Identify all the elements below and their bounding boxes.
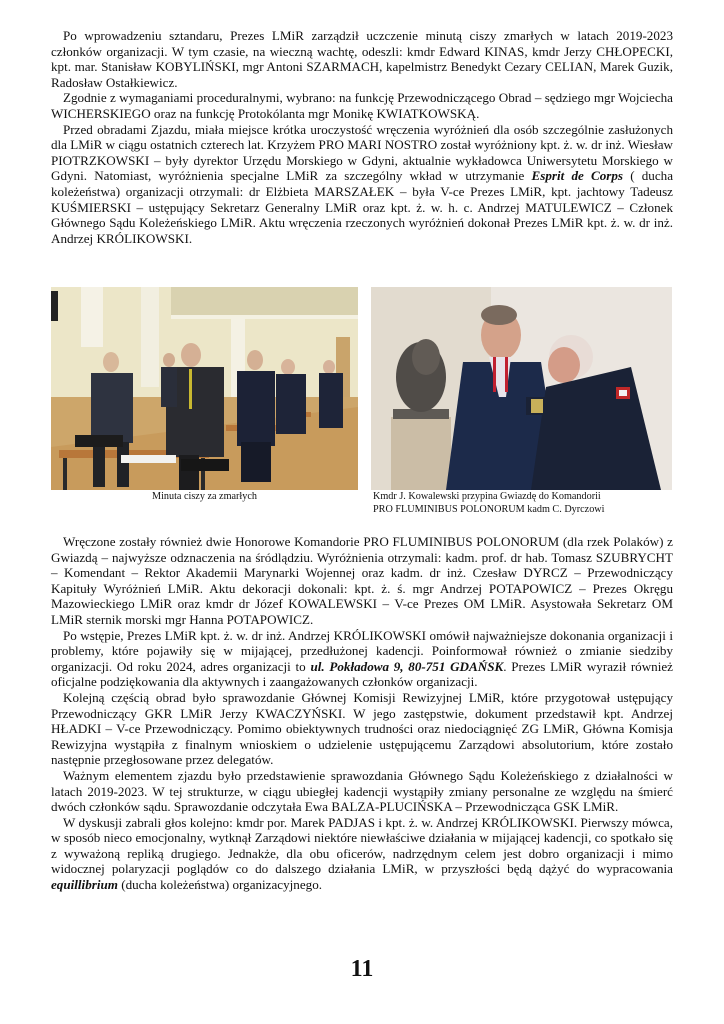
paragraph-honorary-commanderies: Wręczone zostały również dwie Honorowe Komandorie PRO FLUMINIBUS POLONORUM (dla rzek Polaków) z Gwiazdą – najwyższe odznaczenia na śródlądziu. Wyróżnienia otrzymali: kadm. prof. dr hab. Tomasz SZUBRYCHT – Komendant – Rektor Akademii Marynarki Wojennej oraz kadm. dr inż. Czesław DYRCZ – Przewodniczący Kapituły Wyróżnień LMiR. Aktu dekoracji dokonali: kpt. ż. ś. mgr Andrzej POTAPOWICZ – Prezes Okręgu Mazowieckiego LMiR oraz kmdr dr Józef KOWALEWSKI – V-ce Prezes OM LMiR. Asystowała Sekretarz OM LMiR sternik morski mgr Hanna POTAPOWICZ.: [51, 534, 673, 627]
page-number: 11: [350, 956, 374, 982]
photo-caption-decoration-ceremony: Kmdr J. Kowalewski przypina Gwiazdę do Komandorii PRO FLUMINIBUS POLONORUM kadm C. Dyrczowi: [373, 491, 605, 515]
photo-caption-minute-of-silence: Minuta ciszy za zmarłych: [152, 491, 257, 502]
paragraph-audit-commission: Kolejną częścią obrad było sprawozdanie Głównej Komisji Rewizyjnej LMiR, które przygotował ustępujący Przewodniczący GKR LMiR Jerzy KWACZYŃSKI. W jego zastępstwie, dokument przedstawił kpt. Andrzej HŁADKI – V-ce Przewodniczący. Pomimo obiektywnych trudności oraz niedociągnięć ZG LMiR, Główna Komisja Rewizyjna wystąpiła z finalnym wnioskiem o udzielenie ustępującemu Zarządowi absolutorium, które zostało następnie przegłosowane przez delegatów.: [51, 689, 673, 768]
emphasis-equillibrium: equillibrium: [51, 877, 118, 893]
paragraph-peer-court: Ważnym elementem zjazdu było przedstawienie sprawozdania Głównego Sądu Koleżeńskiego z działalności w latach 2019-2023. W tej strukturze, w ciągu ubiegłej kadencji wystąpiły zmiany personalne ze względu na śmierć dwóch członków sądu. Sprawozdanie odczytała Ewa BALZA-PLUCIŃSKA – Przewodnicząca GSK LMiR.: [51, 767, 673, 815]
article-bottom-section: [51, 534, 673, 893]
emphasis-address: ul. Pokładowa 9, 80-751 GDAŃSK: [310, 658, 504, 674]
paragraph-president-report: Po wstępie, Prezes LMiR kpt. ż. w. dr inż. Andrzej KRÓLIKOWSKI omówił najważniejsze dokonania organizacji i problemy, które pojawiły się w mijającej, przedłużonej kadencji. Poinformował również o zmianie siedziby organizacji. Od roku 2024, adres organizacji to ul. Pokładowa 9, 80-751 GDAŃSK. Prezes LMiR wyraził również oficjalne podziękowania dla aktywnych i zaangażowanych członków organizacji.: [51, 627, 673, 690]
paragraph-awards: Przed obradami Zjazdu, miała miejsce krótka uroczystość wręczenia wyróżnień dla osób szczególnie zasłużonych dla LMiR w ciągu ostatnich czterech lat. Krzyżem PRO MARI NOSTRO został wyróżniony kpt. ż. w. dr inż. Wiesław PIOTRZKOWSKI – były dyrektor Urzędu Morskiego w Gdyni, aktualnie wykładowca Uniwersytetu Morskiego w Gdyni. Natomiast, wyróżnienia specjalne LMiR za szczególny wkład w utrzymanie Esprit de Corps ( ducha koleżeństwa) organizacji otrzymali: dr Elżbieta MARSZAŁEK – była V-ce Prezes LMiR, kpt. jachtowy Tadeusz KUŚMIERSKI – ustępujący Sekretarz Generalny LMiR oraz kpt. ż. w. h. c. Andrzej MATULEWICZ – Członek Głównego Sądu Koleżeńskiego LMiR. Aktu wręczenia rzeczonych wyróżnień dokonał Prezes LMiR kpt. ż. w. dr inż. Andrzej KRÓLIKOWSKI.: [51, 121, 674, 246]
paragraph-chair-election: Zgodnie z wymaganiami proceduralnymi, wybrano: na funkcję Przewodniczącego Obrad – sędziego mgr Wojciecha WICHERSKIEGO oraz na funkcję Protokólanta mgr Monikę KWIATKOWSKĄ.: [51, 90, 673, 121]
emphasis-esprit-de-corps: Esprit de Corps: [531, 168, 624, 184]
photo-decoration-ceremony: [371, 287, 672, 490]
article-top-section: [51, 28, 673, 246]
photo-minute-of-silence: [51, 287, 358, 490]
paragraph-discussion: W dyskusji zabrali głos kolejno: kmdr por. Marek PADJAS i kpt. ż. w. Andrzej KRÓLIKOWSKI. Pierwszy mówca, w sposób nieco emocjonalny, wytknął Zarządowi niektóre niewłaściwe działania w mijającej kadencji, co spotkało się z wyważoną repliką drugiego. Jednakże, dla obu oficerów, nadrzędnym celem jest dobro organizacji i mimo widocznej polaryzacji poglądów co do dalszego działania LMiR, w przyszłości będą dążyć do wypracowania equillibrium (ducha koleżeństwa) organizacyjnego.: [51, 814, 673, 893]
paragraph-minute-of-silence: Po wprowadzeniu sztandaru, Prezes LMiR zarządził uczczenie minutą ciszy zmarłych w latach 2019-2023 członków organizacji. W tym czasie, na wieczną wachtę, odeszli: kmdr Edward KINAS, kmdr Jerzy CHŁOPECKI, kpt. mar. Stanisław KOBYLIŃSKI, mgr Antoni SZARMACH, kapelmistrz Benedykt Cezary CELIAN, Marek Guzik, Radosław Ostałkiewicz.: [51, 28, 673, 90]
